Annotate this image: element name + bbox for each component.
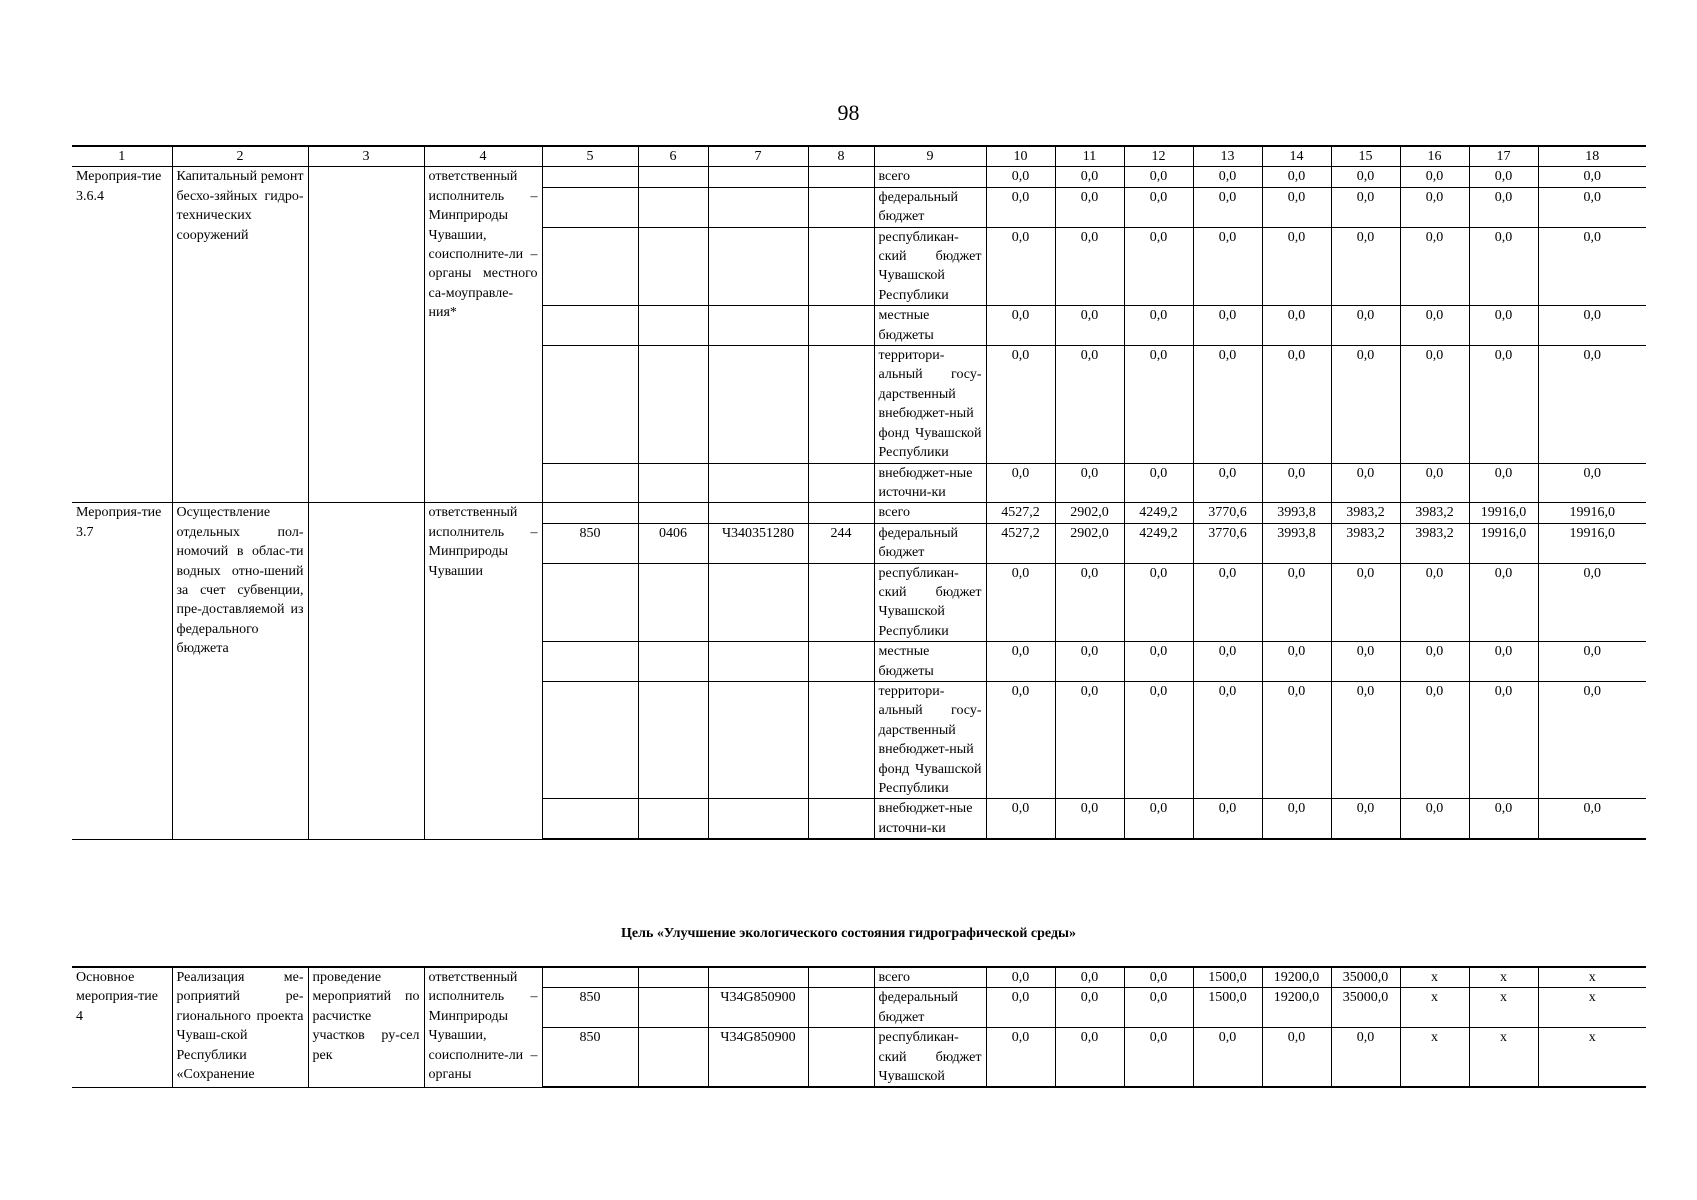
value-cell: 0,0 bbox=[1055, 681, 1124, 798]
header-cell: 2 bbox=[172, 146, 308, 167]
code-cell: Ч34G850900 bbox=[708, 1028, 808, 1088]
code-cell: 850 bbox=[542, 988, 638, 1028]
code-cell bbox=[638, 306, 708, 346]
value-cell: 0,0 bbox=[1331, 346, 1400, 463]
budget-table bbox=[72, 145, 1646, 840]
value-cell: 0,0 bbox=[1469, 642, 1538, 682]
funding-source: федеральный бюджет bbox=[874, 523, 986, 563]
value-cell: 0,0 bbox=[1538, 799, 1646, 839]
value-cell: 0,0 bbox=[1400, 306, 1469, 346]
code-cell bbox=[808, 306, 874, 346]
header-row bbox=[72, 146, 1646, 167]
value-cell: 0,0 bbox=[1538, 306, 1646, 346]
funding-source: всего bbox=[874, 503, 986, 523]
value-cell: 0,0 bbox=[1262, 463, 1331, 503]
code-cell bbox=[708, 681, 808, 798]
value-cell: 0,0 bbox=[1055, 167, 1124, 187]
table-row bbox=[72, 503, 1646, 523]
value-cell: 0,0 bbox=[1124, 306, 1193, 346]
goal-title: Цель «Улучшение экологического состояния гидрографической среды» bbox=[621, 926, 1076, 941]
value-cell: 0,0 bbox=[1262, 642, 1331, 682]
funding-source: территори-альный госу-дарственный внебюджет-ный фонд Чувашской Республики bbox=[874, 346, 986, 463]
header-cell: 18 bbox=[1538, 146, 1646, 167]
code-cell bbox=[708, 346, 808, 463]
value-cell: 3983,2 bbox=[1331, 503, 1400, 523]
value-cell: 0,0 bbox=[1193, 1028, 1262, 1088]
code-cell bbox=[542, 681, 638, 798]
value-cell: 0,0 bbox=[1124, 463, 1193, 503]
value-cell: 0,0 bbox=[1538, 563, 1646, 642]
value-cell: 1500,0 bbox=[1193, 967, 1262, 988]
value-cell: 3770,6 bbox=[1193, 523, 1262, 563]
value-cell: 0,0 bbox=[1400, 227, 1469, 306]
value-cell: 0,0 bbox=[1124, 167, 1193, 187]
code-cell bbox=[638, 1028, 708, 1088]
code-cell: 0406 bbox=[638, 523, 708, 563]
value-cell: 0,0 bbox=[1331, 1028, 1400, 1088]
value-cell: x bbox=[1469, 967, 1538, 988]
header-cell: 13 bbox=[1193, 146, 1262, 167]
code-cell bbox=[808, 167, 874, 187]
value-cell: 0,0 bbox=[1331, 167, 1400, 187]
value-cell: 0,0 bbox=[1055, 988, 1124, 1028]
value-cell: 0,0 bbox=[1193, 799, 1262, 839]
value-cell: 0,0 bbox=[986, 799, 1055, 839]
value-cell: 0,0 bbox=[1055, 967, 1124, 988]
code-cell bbox=[638, 167, 708, 187]
code-cell bbox=[542, 167, 638, 187]
value-cell: 4249,2 bbox=[1124, 503, 1193, 523]
value-cell: 0,0 bbox=[1538, 642, 1646, 682]
responsible-executor: ответственный исполнитель – Минприроды Чувашии bbox=[424, 503, 542, 839]
code-cell bbox=[808, 346, 874, 463]
value-cell: 0,0 bbox=[1538, 346, 1646, 463]
header-cell: 12 bbox=[1124, 146, 1193, 167]
value-cell: 0,0 bbox=[1400, 187, 1469, 227]
header-cell: 6 bbox=[638, 146, 708, 167]
header-cell: 10 bbox=[986, 146, 1055, 167]
activity-description: проведение мероприятий по расчистке участков ру-сел рек bbox=[308, 967, 424, 1087]
funding-source: федеральный бюджет bbox=[874, 187, 986, 227]
value-cell: 4527,2 bbox=[986, 523, 1055, 563]
value-cell: 0,0 bbox=[1124, 681, 1193, 798]
value-cell: 0,0 bbox=[1055, 306, 1124, 346]
value-cell: 0,0 bbox=[1055, 227, 1124, 306]
value-cell: x bbox=[1538, 967, 1646, 988]
value-cell: 0,0 bbox=[1055, 642, 1124, 682]
code-cell bbox=[638, 681, 708, 798]
value-cell: 4527,2 bbox=[986, 503, 1055, 523]
header-cell: 3 bbox=[308, 146, 424, 167]
value-cell: 0,0 bbox=[1469, 167, 1538, 187]
value-cell: 0,0 bbox=[1262, 187, 1331, 227]
value-cell: 0,0 bbox=[986, 187, 1055, 227]
activity-description bbox=[308, 167, 424, 503]
funding-source: местные бюджеты bbox=[874, 306, 986, 346]
code-cell bbox=[708, 503, 808, 523]
value-cell: 0,0 bbox=[1331, 306, 1400, 346]
code-cell bbox=[808, 988, 874, 1028]
funding-source: республикан-ский бюджет Чувашской bbox=[874, 1028, 986, 1088]
value-cell: 0,0 bbox=[1262, 563, 1331, 642]
value-cell: 0,0 bbox=[1400, 346, 1469, 463]
value-cell: x bbox=[1400, 1028, 1469, 1088]
value-cell: 0,0 bbox=[986, 346, 1055, 463]
value-cell: 3983,2 bbox=[1331, 523, 1400, 563]
code-cell bbox=[638, 642, 708, 682]
value-cell: 3993,8 bbox=[1262, 523, 1331, 563]
header-cell: 4 bbox=[424, 146, 542, 167]
value-cell: x bbox=[1469, 1028, 1538, 1088]
value-cell: 0,0 bbox=[1331, 187, 1400, 227]
header-cell: 16 bbox=[1400, 146, 1469, 167]
header-cell: 15 bbox=[1331, 146, 1400, 167]
header-cell: 1 bbox=[72, 146, 172, 167]
value-cell: 0,0 bbox=[986, 306, 1055, 346]
value-cell: 0,0 bbox=[1469, 563, 1538, 642]
code-cell bbox=[708, 563, 808, 642]
activity-id: Мероприя-тие 3.7 bbox=[72, 503, 172, 839]
value-cell: 0,0 bbox=[1193, 642, 1262, 682]
code-cell bbox=[808, 227, 874, 306]
value-cell: 0,0 bbox=[1262, 346, 1331, 463]
code-cell bbox=[542, 227, 638, 306]
code-cell bbox=[708, 799, 808, 839]
code-cell bbox=[808, 503, 874, 523]
funding-source: внебюджет-ные источни-ки bbox=[874, 799, 986, 839]
value-cell: 0,0 bbox=[1055, 463, 1124, 503]
value-cell: 19916,0 bbox=[1469, 503, 1538, 523]
code-cell bbox=[542, 563, 638, 642]
value-cell: 19916,0 bbox=[1538, 503, 1646, 523]
value-cell: 3993,8 bbox=[1262, 503, 1331, 523]
value-cell: 0,0 bbox=[1193, 187, 1262, 227]
value-cell: 0,0 bbox=[1400, 563, 1469, 642]
value-cell: 0,0 bbox=[1538, 167, 1646, 187]
code-cell bbox=[542, 187, 638, 227]
value-cell: 19200,0 bbox=[1262, 967, 1331, 988]
code-cell bbox=[708, 167, 808, 187]
code-cell bbox=[542, 346, 638, 463]
code-cell bbox=[808, 681, 874, 798]
value-cell: 0,0 bbox=[986, 563, 1055, 642]
value-cell: 0,0 bbox=[1055, 799, 1124, 839]
code-cell bbox=[638, 227, 708, 306]
value-cell: 0,0 bbox=[1400, 167, 1469, 187]
value-cell: 0,0 bbox=[986, 642, 1055, 682]
code-cell bbox=[542, 967, 638, 988]
value-cell: 0,0 bbox=[1538, 681, 1646, 798]
code-cell bbox=[708, 642, 808, 682]
activity-name: Реализация ме-роприятий ре-гионального проекта Чуваш-ской Республики «Сохранение bbox=[172, 967, 308, 1087]
value-cell: 3770,6 bbox=[1193, 503, 1262, 523]
value-cell: 0,0 bbox=[1124, 563, 1193, 642]
header-cell: 8 bbox=[808, 146, 874, 167]
value-cell: 0,0 bbox=[1055, 346, 1124, 463]
value-cell: 0,0 bbox=[1193, 563, 1262, 642]
value-cell: 0,0 bbox=[1331, 463, 1400, 503]
value-cell: 0,0 bbox=[1469, 227, 1538, 306]
value-cell: 0,0 bbox=[1469, 346, 1538, 463]
value-cell: 0,0 bbox=[1262, 1028, 1331, 1088]
header-cell: 17 bbox=[1469, 146, 1538, 167]
code-cell: 850 bbox=[542, 523, 638, 563]
value-cell: 0,0 bbox=[1469, 799, 1538, 839]
code-cell bbox=[638, 988, 708, 1028]
code-cell bbox=[542, 503, 638, 523]
value-cell: 2902,0 bbox=[1055, 503, 1124, 523]
code-cell: 850 bbox=[542, 1028, 638, 1088]
code-cell bbox=[808, 463, 874, 503]
value-cell: 0,0 bbox=[1331, 799, 1400, 839]
code-cell bbox=[638, 563, 708, 642]
table-row bbox=[72, 167, 1646, 187]
value-cell: 19916,0 bbox=[1538, 523, 1646, 563]
value-cell: 0,0 bbox=[1124, 988, 1193, 1028]
code-cell bbox=[808, 642, 874, 682]
value-cell: 0,0 bbox=[1469, 463, 1538, 503]
value-cell: 0,0 bbox=[1124, 346, 1193, 463]
value-cell: 0,0 bbox=[1331, 227, 1400, 306]
value-cell: 0,0 bbox=[986, 167, 1055, 187]
code-cell bbox=[808, 187, 874, 227]
value-cell: x bbox=[1400, 967, 1469, 988]
value-cell: 0,0 bbox=[986, 681, 1055, 798]
value-cell: 0,0 bbox=[1193, 306, 1262, 346]
value-cell: 0,0 bbox=[1538, 227, 1646, 306]
value-cell: 0,0 bbox=[986, 463, 1055, 503]
value-cell: 0,0 bbox=[1124, 642, 1193, 682]
activity-description bbox=[308, 503, 424, 839]
code-cell bbox=[638, 187, 708, 227]
code-cell: Ч340351280 bbox=[708, 523, 808, 563]
code-cell bbox=[708, 967, 808, 988]
value-cell: 3983,2 bbox=[1400, 523, 1469, 563]
value-cell: x bbox=[1538, 1028, 1646, 1088]
value-cell: 0,0 bbox=[986, 227, 1055, 306]
activity-name: Осуществление отдельных пол-номочий в облас-ти водных отно-шений за счет субвенции, пре-доставляемой из федерального бюджета bbox=[172, 503, 308, 839]
page-number: 98 bbox=[837, 100, 860, 125]
value-cell: 0,0 bbox=[1538, 187, 1646, 227]
value-cell: 0,0 bbox=[1124, 1028, 1193, 1088]
value-cell: x bbox=[1400, 988, 1469, 1028]
activity-id: Мероприя-тие 3.6.4 bbox=[72, 167, 172, 503]
code-cell bbox=[638, 967, 708, 988]
value-cell: 0,0 bbox=[1262, 306, 1331, 346]
value-cell: 0,0 bbox=[1538, 463, 1646, 503]
value-cell: 19200,0 bbox=[1262, 988, 1331, 1028]
funding-source: республикан-ский бюджет Чувашской Республики bbox=[874, 227, 986, 306]
code-cell bbox=[542, 306, 638, 346]
value-cell: 0,0 bbox=[1400, 799, 1469, 839]
code-cell bbox=[808, 799, 874, 839]
value-cell: 0,0 bbox=[1193, 227, 1262, 306]
value-cell: 0,0 bbox=[1055, 1028, 1124, 1088]
table-row bbox=[72, 967, 1646, 988]
code-cell bbox=[708, 227, 808, 306]
value-cell: 0,0 bbox=[1400, 463, 1469, 503]
value-cell: 0,0 bbox=[1055, 563, 1124, 642]
code-cell: 244 bbox=[808, 523, 874, 563]
value-cell: 0,0 bbox=[986, 988, 1055, 1028]
value-cell: 0,0 bbox=[1124, 187, 1193, 227]
code-cell bbox=[808, 1028, 874, 1088]
funding-source: местные бюджеты bbox=[874, 642, 986, 682]
code-cell: Ч34G850900 bbox=[708, 988, 808, 1028]
funding-source: республикан-ский бюджет Чувашской Республики bbox=[874, 563, 986, 642]
value-cell: 0,0 bbox=[1400, 681, 1469, 798]
value-cell: 0,0 bbox=[1331, 563, 1400, 642]
value-cell: 0,0 bbox=[1193, 346, 1262, 463]
code-cell bbox=[638, 346, 708, 463]
activity-name: Капитальный ремонт бесхо-зяйных гидро-технических сооружений bbox=[172, 167, 308, 503]
value-cell: 0,0 bbox=[1124, 799, 1193, 839]
funding-source: всего bbox=[874, 967, 986, 988]
responsible-executor: ответственный исполнитель – Минприроды Чувашии, соисполните-ли – органы bbox=[424, 967, 542, 1087]
value-cell: x bbox=[1469, 988, 1538, 1028]
code-cell bbox=[708, 463, 808, 503]
value-cell: 0,0 bbox=[986, 1028, 1055, 1088]
value-cell: 35000,0 bbox=[1331, 967, 1400, 988]
value-cell: 0,0 bbox=[1124, 967, 1193, 988]
value-cell: 0,0 bbox=[1331, 681, 1400, 798]
value-cell: 0,0 bbox=[1469, 187, 1538, 227]
value-cell: 2902,0 bbox=[1055, 523, 1124, 563]
code-cell bbox=[808, 563, 874, 642]
value-cell: 35000,0 bbox=[1331, 988, 1400, 1028]
value-cell: 4249,2 bbox=[1124, 523, 1193, 563]
code-cell bbox=[808, 967, 874, 988]
value-cell: x bbox=[1538, 988, 1646, 1028]
funding-source: федеральный бюджет bbox=[874, 988, 986, 1028]
code-cell bbox=[638, 503, 708, 523]
code-cell bbox=[542, 463, 638, 503]
value-cell: 0,0 bbox=[1469, 306, 1538, 346]
code-cell bbox=[708, 306, 808, 346]
value-cell: 0,0 bbox=[1124, 227, 1193, 306]
value-cell: 3983,2 bbox=[1400, 503, 1469, 523]
funding-source: всего bbox=[874, 167, 986, 187]
code-cell bbox=[542, 799, 638, 839]
responsible-executor: ответственный исполнитель – Минприроды Чувашии, соисполните-ли – органы местного са-моуправле-ния* bbox=[424, 167, 542, 503]
code-cell bbox=[542, 642, 638, 682]
activity-id: Основное мероприя-тие 4 bbox=[72, 967, 172, 1087]
value-cell: 0,0 bbox=[1469, 681, 1538, 798]
code-cell bbox=[638, 463, 708, 503]
header-cell: 14 bbox=[1262, 146, 1331, 167]
header-cell: 11 bbox=[1055, 146, 1124, 167]
value-cell: 0,0 bbox=[1262, 681, 1331, 798]
value-cell: 0,0 bbox=[1262, 227, 1331, 306]
value-cell: 0,0 bbox=[1193, 463, 1262, 503]
value-cell: 0,0 bbox=[1193, 681, 1262, 798]
value-cell: 0,0 bbox=[1262, 167, 1331, 187]
value-cell: 1500,0 bbox=[1193, 988, 1262, 1028]
value-cell: 0,0 bbox=[1193, 167, 1262, 187]
header-cell: 7 bbox=[708, 146, 808, 167]
value-cell: 0,0 bbox=[1055, 187, 1124, 227]
value-cell: 19916,0 bbox=[1469, 523, 1538, 563]
code-cell bbox=[638, 799, 708, 839]
header-cell: 9 bbox=[874, 146, 986, 167]
code-cell bbox=[708, 187, 808, 227]
value-cell: 0,0 bbox=[986, 967, 1055, 988]
value-cell: 0,0 bbox=[1331, 642, 1400, 682]
header-cell: 5 bbox=[542, 146, 638, 167]
budget-table-continued bbox=[72, 966, 1646, 1088]
funding-source: внебюджет-ные источни-ки bbox=[874, 463, 986, 503]
value-cell: 0,0 bbox=[1262, 799, 1331, 839]
funding-source: территори-альный госу-дарственный внебюджет-ный фонд Чувашской Республики bbox=[874, 681, 986, 798]
value-cell: 0,0 bbox=[1400, 642, 1469, 682]
